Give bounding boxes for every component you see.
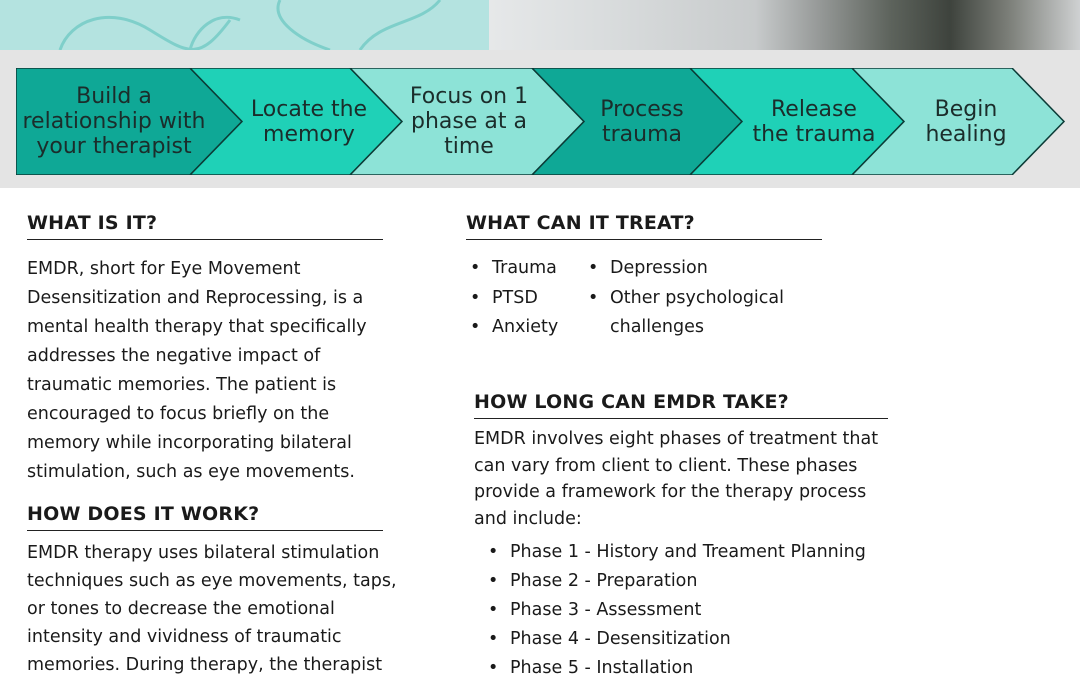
step-6-label: Begin healing <box>925 96 1007 147</box>
how-long-text: EMDR involves eight phases of treatment that can vary from client to client. These phases provide a framework for the therapy process and include: <box>474 429 879 529</box>
list-item: • Depression <box>584 254 814 284</box>
step-5-label: Release the trauma <box>752 96 876 147</box>
list-item: • Other psychological challenges <box>584 284 814 343</box>
how-does-it-work-text: EMDR therapy uses bilateral stimulation techniques such as eye movements, taps, or tones to decrease the emotional intensity and vividness of traumatic memories. During therapy, the therapist <box>27 543 397 675</box>
treat-list-1 <box>466 254 576 343</box>
list-item: • Phase 5 - Installation <box>484 654 904 683</box>
list-item: • Phase 2 - Preparation <box>484 567 904 596</box>
decorative-teal-panel <box>0 0 489 50</box>
step-3-label: Focus on 1 phase at a time <box>409 84 529 159</box>
list-item: • Trauma <box>466 254 576 284</box>
list-item: • Anxiety <box>466 313 576 343</box>
list-item: • Phase 4 - Desensitization <box>484 625 904 654</box>
treat-list-2 <box>584 254 814 343</box>
list-item: • Phase 1 - History and Treament Planning <box>484 538 904 567</box>
step-1-label: Build a relationship with your therapist <box>22 84 206 159</box>
phases-list <box>484 538 904 683</box>
decorative-swirl-icon <box>0 0 489 50</box>
what-is-it-heading: WHAT IS IT? <box>27 212 383 240</box>
step-4-label: Process trauma <box>600 96 684 147</box>
list-item: • PTSD <box>466 284 576 314</box>
what-is-it-text: EMDR, short for Eye Movement Desensitization and Reprocessing, is a mental health therapy that specifically addresses the negative impact of traumatic memories. The patient is encouraged to focus briefly on the memory while incorporating bilateral stimulation, such as eye movements. <box>27 259 367 482</box>
how-does-it-work-heading: HOW DOES IT WORK? <box>27 503 383 531</box>
list-item: • Phase 3 - Assessment <box>484 596 904 625</box>
header-photo <box>489 0 1080 50</box>
how-long-heading: HOW LONG CAN EMDR TAKE? <box>474 391 888 419</box>
step-2-label: Locate the memory <box>250 96 368 147</box>
top-banner <box>0 0 1080 188</box>
what-can-it-treat-heading: WHAT CAN IT TREAT? <box>466 212 822 240</box>
